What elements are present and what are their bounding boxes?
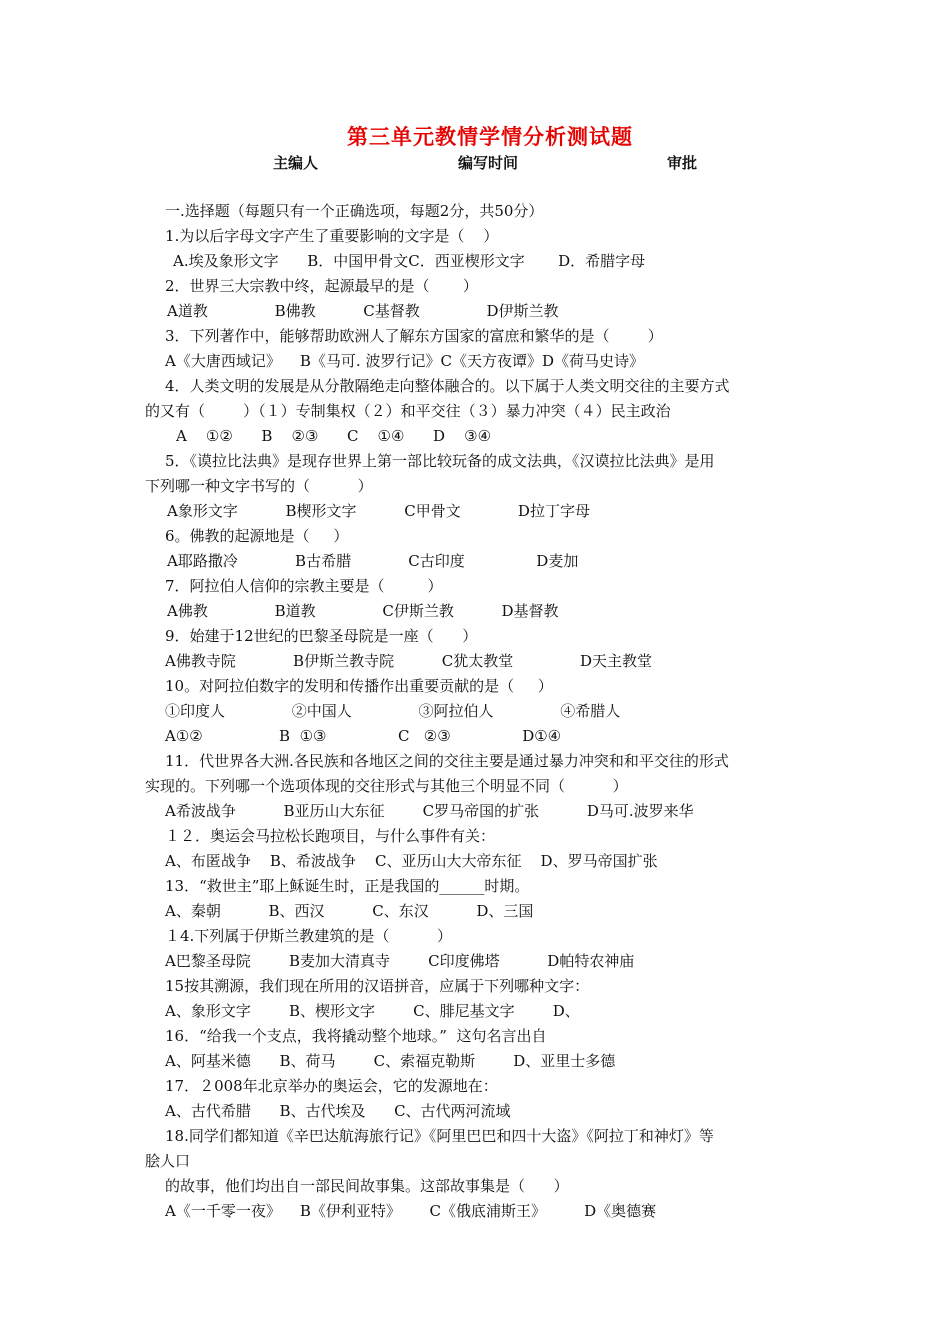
question-line: 9．始建于12世纪的巴黎圣母院是一座（ ） (165, 627, 478, 645)
question-line: 3．下列著作中，能够帮助欧洲人了解东方国家的富庶和繁华的是（ ） (165, 327, 663, 345)
option-line: A道教 B佛教 C基督教 D伊斯兰教 (167, 302, 559, 320)
option-line: A、象形文字 B、楔形文字 C、腓尼基文字 D、 (165, 1002, 580, 1020)
option-line: A、阿基米德 B、荷马 C、索福克勒斯 D、亚里士多德 (165, 1052, 616, 1070)
question-line: 7．阿拉伯人信仰的宗教主要是（ ） (165, 577, 443, 595)
option-line: A象形文字 B楔形文字 C甲骨文 D拉丁字母 (167, 502, 590, 520)
question-line: 5．《谟拉比法典》是现存世界上第一部比较玩备的成文法典，《汉谟拉比法典》是用 (165, 452, 715, 470)
question-line: 18.同学们都知道《辛巴达航海旅行记》《阿里巴巴和四十大盗》《阿拉丁和神灯》等 (165, 1127, 714, 1145)
question-line: 脍人口 (145, 1152, 191, 1170)
option-line: A佛教 B道教 C伊斯兰教 D基督教 (167, 602, 559, 620)
time-label: 编写时间 (458, 154, 519, 172)
question-line: 10。对阿拉伯数字的发明和传播作出重要贡献的是（ ） (165, 677, 553, 695)
option-line: A ①② B ②③ C ①④ D ③④ (176, 427, 492, 445)
question-line: １4.下列属于伊斯兰教建筑的是（ ） (165, 927, 452, 945)
question-line: 13．“救世主”耶上稣诞生时，正是我国的______时期。 (165, 877, 530, 895)
option-line: A希波战争 B亚历山大东征 C罗马帝国的扩张 D马可.波罗来华 (165, 802, 694, 820)
question-line: 的故事，他们均出自一部民间故事集。这部故事集是（ ） (165, 1177, 569, 1195)
option-line: A《大唐西域记》 B《马可. 波罗行记》C《天方夜谭》D《荷马史诗》 (165, 352, 644, 370)
option-line: A巴黎圣母院 B麦加大清真寺 C印度佛塔 D帕特农神庙 (165, 952, 635, 970)
section-heading: 一.选择题（每题只有一个正确选项，每题2分，共50分） (165, 202, 544, 220)
option-line: A《一千零一夜》 B《伊利亚特》 C《俄底浦斯王》 D《奥德赛 (165, 1202, 657, 1220)
approve-label: 审批 (667, 154, 698, 172)
editor-label: 主编人 (273, 154, 319, 172)
question-line: 11．代世界各大洲.各民族和各地区之间的交往主要是通过暴力冲突和和平交往的形式 (165, 752, 729, 770)
option-line: A①② B ①③ C ②③ D①④ (165, 727, 562, 745)
page-title: 第三单元教情学情分析测试题 (347, 124, 633, 149)
question-line: 6。佛教的起源地是（ ） (165, 527, 349, 545)
option-line: ①印度人 ②中国人 ③阿拉伯人 ④希腊人 (165, 702, 621, 720)
option-line: A耶路撒冷 B古希腊 C古印度 D麦加 (167, 552, 579, 570)
option-line: A佛教寺院 B伊斯兰教寺院 C犹太教堂 D天主教堂 (165, 652, 653, 670)
option-line: A、布匿战争 B、希波战争 C、亚历山大大帝东征 D、罗马帝国扩张 (165, 852, 658, 870)
question-line: 4．人类文明的发展是从分散隔绝走向整体融合的。以下属于人类文明交往的主要方式 (165, 377, 730, 395)
question-line: 1.为以后字母文字产生了重要影响的文字是（ ） (165, 227, 499, 245)
question-line: 2．世界三大宗教中终，起源最早的是（ ） (165, 277, 478, 295)
option-line: A.埃及象形文字 B．中国甲骨文C．西亚楔形文字 D．希腊字母 (173, 252, 646, 270)
question-line: 下列哪一种文字书写的（ ） (145, 477, 373, 495)
question-line: 的又有（ ）（１）专制集权（２）和平交往（３）暴力冲突（４）民主政治 (145, 402, 671, 420)
question-line: 17．２008年北京举办的奥运会，它的发源地在： (165, 1077, 498, 1095)
question-line: 实现的。下列哪一个选项体现的交往形式与其他三个明显不同（ ） (145, 777, 628, 795)
option-line: A、古代希腊 B、古代埃及 C、古代两河流域 (165, 1102, 511, 1120)
option-line: A、秦朝 B、西汉 C、东汉 D、三国 (165, 902, 534, 920)
question-line: 16．“给我一个支点，我将撬动整个地球。” 这句名言出自 (165, 1027, 547, 1045)
question-line: １２．奥运会马拉松长跑项目，与什么事件有关： (165, 827, 496, 845)
question-line: 15按其溯源，我们现在所用的汉语拼音，应属于下列哪种文字： (165, 977, 590, 995)
